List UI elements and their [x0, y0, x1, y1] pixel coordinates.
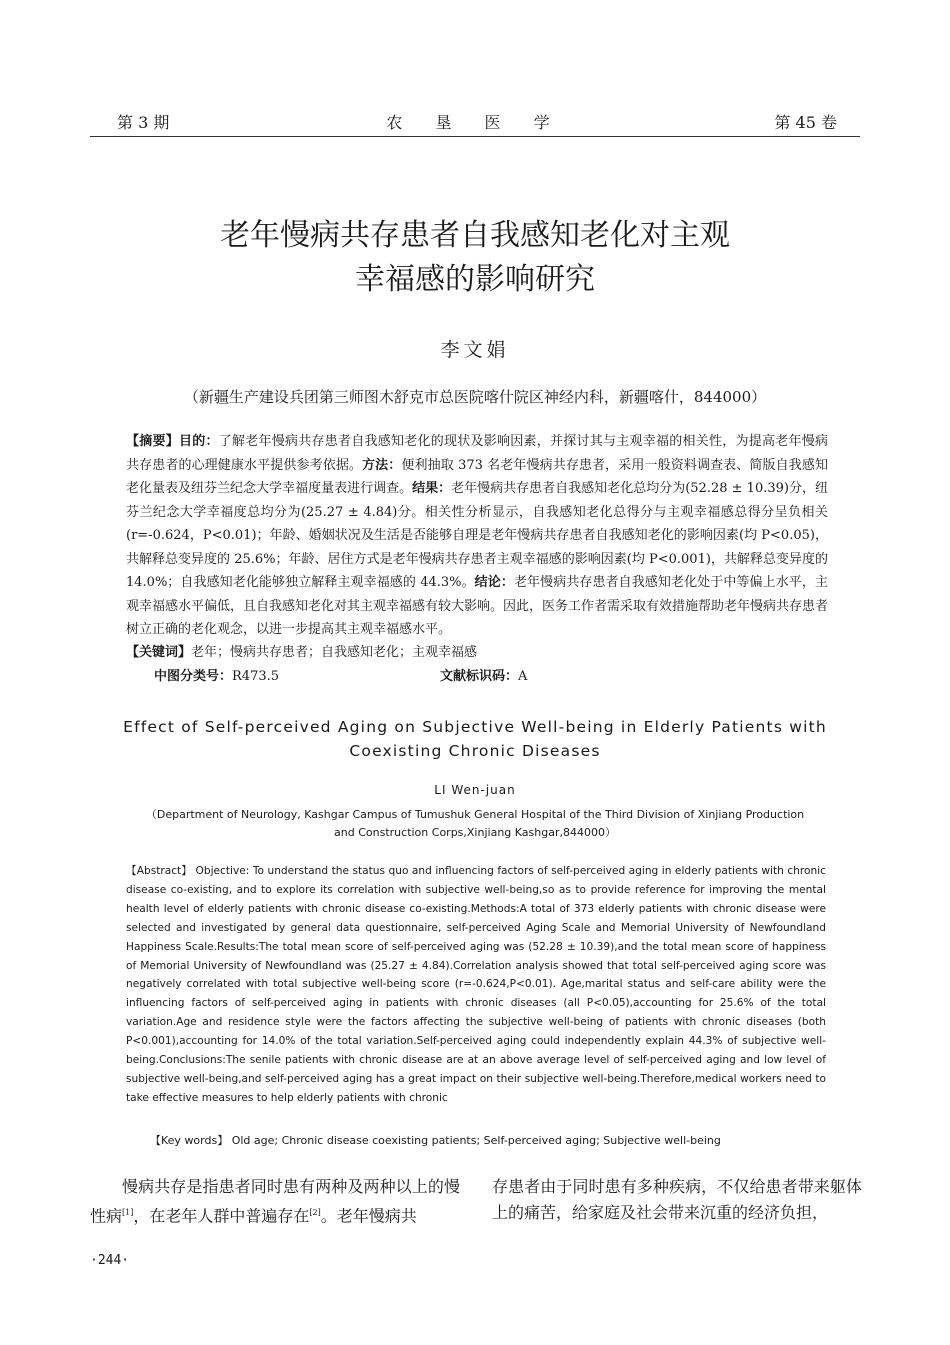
- methods-en-text: A total of 373 elderly patients with chronic disease were selected and investigated by general data questionnaire, self-perceived Aging Scale and Memorial University of Newfoundland Happiness Scale.: [126, 902, 826, 953]
- keywords-chinese: [126, 641, 477, 660]
- conclusion-label: 结论：: [474, 575, 514, 590]
- clc-number: [154, 665, 279, 684]
- methods-label: 方法：: [362, 457, 402, 473]
- document-code: [440, 665, 527, 684]
- keywords-text: 老年；慢病共存患者；自我感知老化；主观幸福感: [191, 645, 478, 660]
- results-label: 结果：: [412, 481, 452, 496]
- objective-en-text: To understand the status quo and influencing factors of self-perceived aging in elderly patients with chronic disease co-existing, and to explore its correlation with subjective well-being,so as to provide reference for improving the mental health level of elderly patients with chronic disease co-existing.: [126, 865, 826, 915]
- methods-en-label: Methods:: [470, 902, 520, 915]
- results-en-text: The total mean score of self-perceived aging was (52.28 ± 10.39),and the total mean score of happiness of Memorial University of Newfoundland was (25.27 ± 4.84).Correlation analysis showed that total self-perceived aging score was negatively correlated with total subjective well-being score (r=-0.624,P<0.01). Age,marital status and self-care ability were the influencing factors of self-perceived aging in patients with chronic diseases (all P<0.05),accounting for 25.6% of the total variation.Age and residence style were the factors affecting the subjective well-being of patients with chronic diseases (both P<0.001),accounting for 14.0% of the total variation.Self-perceived aging could independently explain 44.3% of subjective well-being.: [126, 940, 826, 1067]
- header-rule: [90, 136, 860, 137]
- keywords-en-text: Old age; Chronic disease coexisting patients; Self-perceived aging; Subjective well-being: [231, 1134, 721, 1147]
- body-column-right: 存患者由于同时患有多种疾病，不仅给患者带来躯体上的痛苦，给家庭及社会带来沉重的经济负担，: [492, 1177, 862, 1222]
- objective-en-label: Objective:: [195, 865, 250, 877]
- doc-value: A: [518, 669, 528, 684]
- title-english: [0, 715, 950, 763]
- body-left-text-c: 。老年慢病共: [320, 1206, 417, 1226]
- keywords-en-label: 【Key words】: [150, 1134, 229, 1147]
- objective-label: 目的：: [179, 434, 219, 449]
- author-english: LI Wen-juan: [434, 783, 516, 797]
- issue-number: 第 3 期: [117, 113, 170, 132]
- citation-2[interactable]: [2]: [309, 1208, 321, 1217]
- keywords-english: [150, 1132, 721, 1148]
- title-chinese: [0, 214, 950, 302]
- running-header: [0, 110, 950, 136]
- page-number: ·244·: [90, 1253, 130, 1268]
- abstract-chinese: [126, 430, 828, 642]
- body-left-text-a: 慢病共存是指患者同时患有两种及两种以上的慢性病: [90, 1177, 460, 1226]
- conclusions-en-label: Conclusions:: [159, 1054, 226, 1067]
- title-english-line2: Coexisting Chronic Diseases: [349, 742, 601, 760]
- abstract-en-label: 【Abstract】: [126, 865, 193, 877]
- abstract-label: 【摘要】: [126, 434, 179, 449]
- body-left-text-b: ，在老年人群中普遍存在: [133, 1206, 310, 1226]
- methods-text: 便利抽取 373 名老年慢病共存患者，采用一般资料调查表、简版自我感知老化量表及纽芬兰纪念大学幸福度量表进行调查。: [126, 457, 828, 496]
- objective-text: 了解老年慢病共存患者自我感知老化的现状及影响因素，并探讨其与主观幸福的相关性，为提高老年慢病共存患者的心理健康水平提供参考依据。: [126, 434, 828, 473]
- journal-name: 农 垦 医 学: [386, 113, 564, 132]
- doc-label: 文献标识码：: [440, 669, 519, 684]
- title-english-line1: Effect of Self-perceived Aging on Subjective Well-being in Elderly Patients with: [123, 718, 827, 736]
- author-chinese: 李文娟: [440, 339, 510, 361]
- affiliation-english: （Department of Neurology, Kashgar Campus of Tumushuk General Hospital of the Third Division of Xinjiang Production and Construction Corps,Xinjiang Kashgar,844000）: [145, 808, 805, 839]
- volume-number: 第 45 卷: [774, 113, 837, 132]
- citation-1[interactable]: [1]: [122, 1208, 134, 1217]
- abstract-english: [126, 862, 826, 1128]
- title-chinese-line1: 老年慢病共存患者自我感知老化对主观: [220, 218, 730, 253]
- clc-value: R473.5: [232, 669, 280, 684]
- body-column-left: [90, 1174, 460, 1229]
- conclusion-text: 老年慢病共存患者自我感知老化处于中等偏上水平，主观幸福感水平偏低，且自我感知老化对其主观幸福感有较大影响。因此，医务工作者需采取有效措施帮助老年慢病共存患者树立正确的老化观念，以进一步提高其主观幸福感水平。: [126, 575, 829, 637]
- title-chinese-line2: 幸福感的影响研究: [355, 262, 595, 297]
- keywords-label: 【关键词】: [126, 645, 192, 660]
- clc-label: 中图分类号：: [154, 669, 233, 684]
- conclusions-en-text: The senile patients with chronic disease are at an above average level of self-perceived aging and low level of subjective well-being,and self-perceived aging has a great impact on their subjective well-being.Therefore,medical workers need to take effective measures to help elderly patients with chronic: [126, 1054, 826, 1104]
- results-en-label: Results:: [217, 940, 259, 953]
- affiliation-chinese: （新疆生产建设兵团第三师图木舒克市总医院喀什院区神经内科，新疆喀什，844000）: [183, 388, 767, 406]
- results-text: 老年慢病共存患者自我感知老化总均分为(52.28 ± 10.39)分，纽芬兰纪念大学幸福度总均分为(25.27 ± 4.84)分。相关性分析显示，自我感知老化总得分与主观幸福感总得分呈负相关(r=-0.624，P<0.01)；年龄、婚姻状况及生活是否能够自理是老年慢病共存患者自我感知老化的影响因素(均 P<0.05)，共解释总变异度的 25.6%；年龄、居住方式是老年慢病共存患者主观幸福感的影响因素(均 P<0.001)，共解释总变异度的 14.0%；自我感知老化能够独立解释主观幸福感的 44.3%。: [126, 481, 828, 590]
